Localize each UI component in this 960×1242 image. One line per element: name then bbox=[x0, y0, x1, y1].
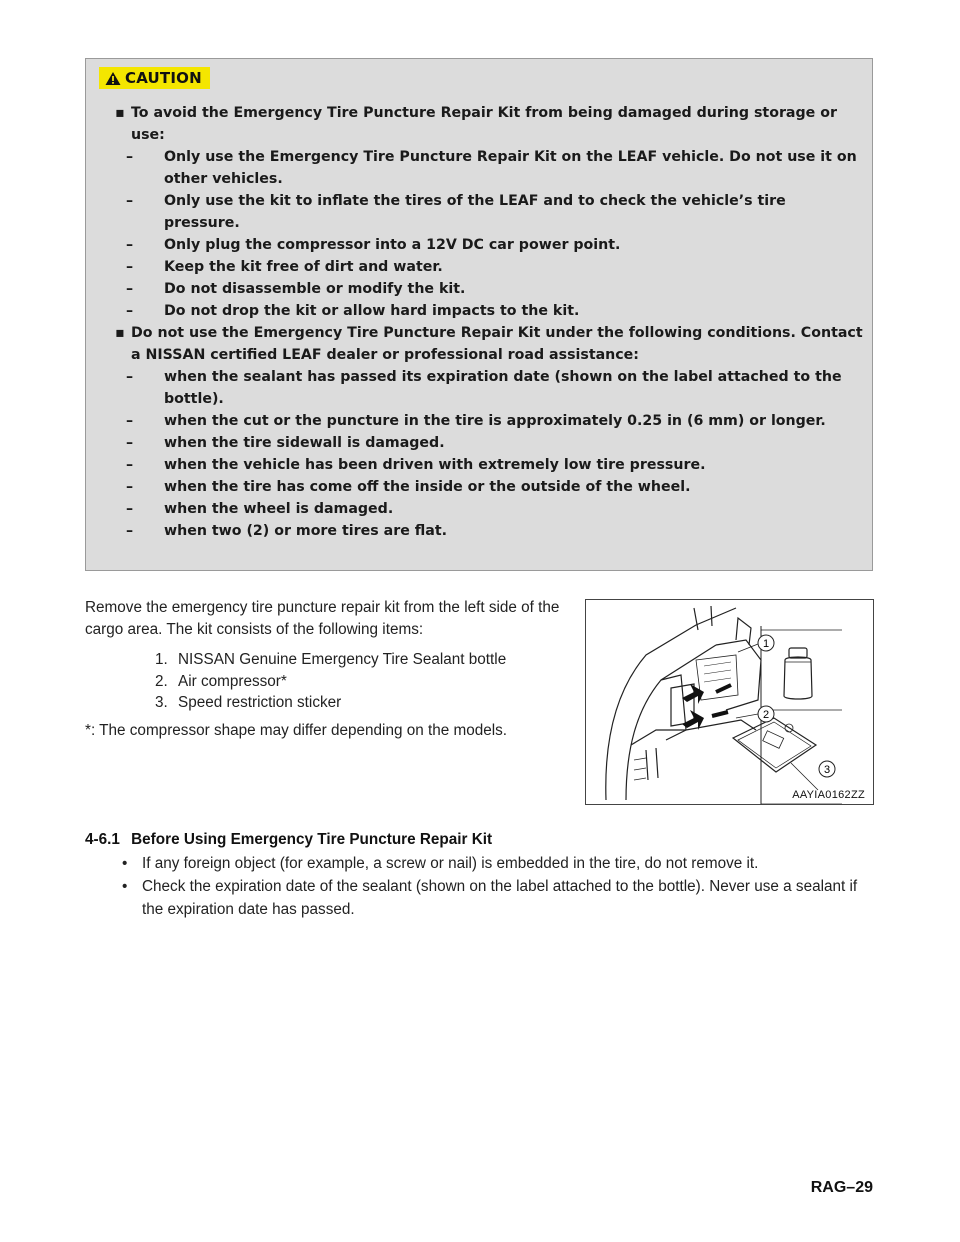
caution-item-text: Do not use the Emergency Tire Puncture Repair Kit under the following conditions. Contact a NISSAN certified LEAF dealer or professional road assistance: bbox=[131, 325, 863, 363]
section-title: Before Using Emergency Tire Puncture Repair Kit bbox=[131, 831, 493, 848]
caution-subitem-text: Only use the Emergency Tire Puncture Repair Kit on the LEAF vehicle. Do not use it on other vehicles. bbox=[164, 149, 857, 187]
list-item bbox=[120, 875, 860, 921]
caution-subitem: – when the wheel is damaged. bbox=[126, 501, 394, 517]
footnote: *: The compressor shape may differ depending on the models. bbox=[85, 721, 508, 739]
callout-2-label: 2 bbox=[762, 709, 770, 721]
list-item bbox=[120, 852, 860, 875]
caution-subitem-text: Only plug the compressor into a 12V DC car power point. bbox=[164, 237, 621, 253]
item-number: 3. bbox=[155, 694, 168, 711]
item-number: 2. bbox=[155, 672, 168, 690]
section-heading bbox=[85, 831, 492, 849]
caution-label: CAUTION bbox=[125, 69, 202, 87]
caution-subitem-text: when the tire sidewall is damaged. bbox=[164, 435, 445, 451]
kit-intro bbox=[85, 597, 575, 742]
caution-subitem: – Only plug the compressor into a 12V DC car power point. bbox=[126, 237, 621, 253]
caution-subitem-text: Do not drop the kit or allow hard impacts to the kit. bbox=[164, 303, 580, 319]
bullet-marker: ▪ bbox=[115, 105, 125, 121]
caution-subitem-text: when the vehicle has been driven with extremely low tire pressure. bbox=[164, 457, 706, 473]
caution-list bbox=[114, 102, 864, 542]
caution-item-text: To avoid the Emergency Tire Puncture Repair Kit from being damaged during storage or use: bbox=[131, 105, 837, 143]
caution-subitem-text: when the sealant has passed its expiration date (shown on the label attached to the bottle). bbox=[164, 369, 842, 407]
caution-subitem-text: when the cut or the puncture in the tire is approximately 0.25 in (6 mm) or longer. bbox=[164, 413, 826, 429]
caution-subitem: – when the sealant has passed its expiration date (shown on the label attached to the bottle). bbox=[126, 369, 842, 407]
caution-subitem: – Keep the kit free of dirt and water. bbox=[126, 259, 443, 275]
caution-subitem: – Only use the kit to inflate the tires of the LEAF and to check the vehicle’s tire pressure. bbox=[126, 193, 786, 231]
kit-items-list bbox=[155, 649, 575, 714]
bullet-marker: • bbox=[122, 855, 128, 872]
section-bullets bbox=[120, 852, 860, 921]
caution-subitem-text: when the tire has come off the inside or the outside of the wheel. bbox=[164, 479, 691, 495]
caution-subitem-text: when two (2) or more tires are flat. bbox=[164, 523, 448, 539]
item-text: Air compressor* bbox=[178, 672, 287, 690]
caution-box bbox=[85, 58, 873, 571]
caution-subitem: – when the tire has come off the inside or the outside of the wheel. bbox=[126, 479, 691, 495]
warning-triangle-icon bbox=[105, 71, 121, 86]
bullet-text: Check the expiration date of the sealant (shown on the label attached to the bottle). Never use a sealant if the expiration date has passed. bbox=[142, 878, 858, 918]
list-item bbox=[155, 649, 575, 671]
item-text: Speed restriction sticker bbox=[178, 694, 342, 711]
caution-subitem-text: Do not disassemble or modify the kit. bbox=[164, 281, 466, 297]
bullet-marker: • bbox=[122, 878, 128, 895]
caution-subitem: – when the vehicle has been driven with extremely low tire pressure. bbox=[126, 457, 706, 473]
item-number: 1. bbox=[155, 651, 168, 668]
list-item bbox=[155, 692, 575, 714]
caution-badge bbox=[99, 67, 210, 89]
section-number: 4-6.1 bbox=[85, 831, 120, 848]
caution-subitem: – when the cut or the puncture in the tire is approximately 0.25 in (6 mm) or longer. bbox=[126, 413, 826, 429]
caution-subitem-text: Keep the kit free of dirt and water. bbox=[164, 259, 443, 275]
page-number: RAG–29 bbox=[810, 1179, 873, 1196]
list-item bbox=[155, 671, 575, 693]
caution-item bbox=[114, 322, 864, 366]
caution-subitem: – Only use the Emergency Tire Puncture Repair Kit on the LEAF vehicle. Do not use it on other vehicles. bbox=[126, 149, 857, 187]
caution-subitem-text: when the wheel is damaged. bbox=[164, 501, 394, 517]
bullet-text: If any foreign object (for example, a screw or nail) is embedded in the tire, do not remove it. bbox=[142, 855, 759, 872]
callout-3-label: 3 bbox=[823, 764, 831, 776]
cargo-area-illustration bbox=[586, 600, 873, 804]
caution-subitem-text: Only use the kit to inflate the tires of the LEAF and to check the vehicle’s tire pressure. bbox=[164, 193, 786, 231]
caution-subitem: – when the tire sidewall is damaged. bbox=[126, 435, 445, 451]
caution-subitem: – Do not disassemble or modify the kit. bbox=[126, 281, 466, 297]
item-text: NISSAN Genuine Emergency Tire Sealant bottle bbox=[178, 651, 507, 668]
caution-item bbox=[114, 102, 864, 146]
intro-paragraph: Remove the emergency tire puncture repair kit from the left side of the cargo area. The kit consists of the following items: bbox=[85, 599, 560, 638]
kit-location-figure bbox=[585, 599, 874, 805]
caution-subitem: – when two (2) or more tires are flat. bbox=[126, 523, 448, 539]
bullet-marker: ▪ bbox=[115, 325, 125, 341]
callout-1-label: 1 bbox=[762, 638, 770, 650]
caution-subitem: – Do not drop the kit or allow hard impacts to the kit. bbox=[126, 303, 580, 319]
figure-code: AAYIA0162ZZ bbox=[792, 789, 865, 801]
